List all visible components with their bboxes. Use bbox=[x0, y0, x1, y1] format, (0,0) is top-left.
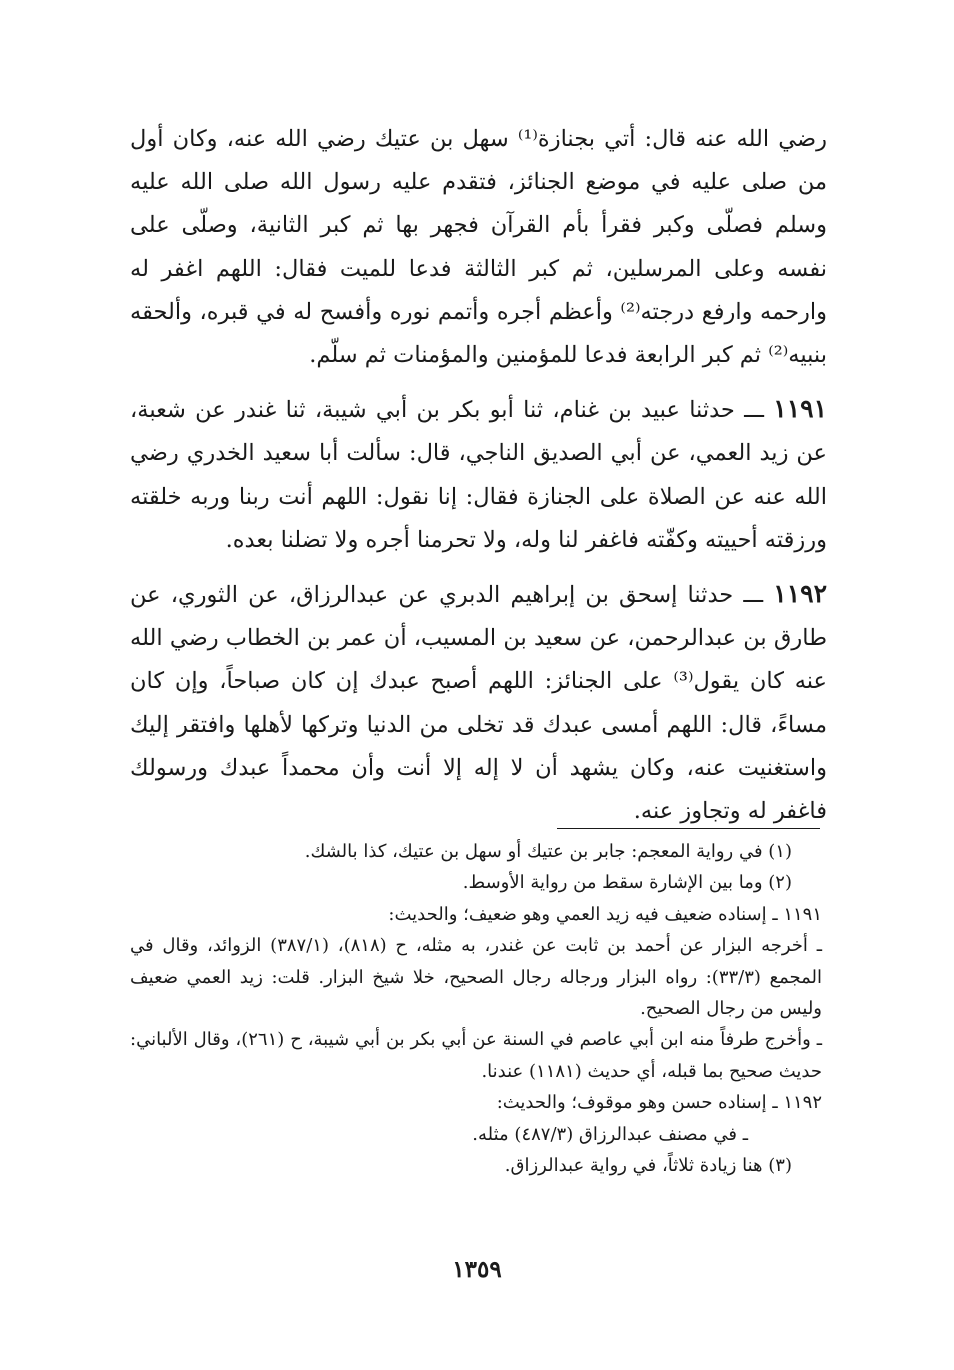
hadith-text: ـــ حدثنا عبيد بن غنام، ثنا أبو بكر بن أبي شيبة، ثنا غندر عن شعبة، عن زيد العمي، عن أبي الصديق الناجي، قال: سألت أبا سعيد الخدري رضي الله عنه عن الصلاة على الجنازة فقال: إنا نقول: اللهم أنت ربنا وربه خلقته ورزقته أحييته وكفّته فاغفر لنا وله، ولا تحرمنا أجره ولا تضلنا بعده. bbox=[130, 397, 827, 553]
paragraph-text: رضي الله عنه قال: أتي بجنازة⁽¹⁾ سهل بن عتيك رضي الله عنه، وكان أول من صلى عليه في موضع الجنائز، فتقدم عليه رسول الله صلى الله عليه وسلم فصلّى وكبر فقرأ بأم القرآن فجهر بها ثم كبر الثانية، وصلّى على نفسه وعلى المرسلين، ثم كبر الثالثة فدعا للميت فقال: اللهم اغفر له وارحمه وارفع درجته⁽²⁾ وأعظم أجره وأتمم نوره وأفسح له في قبره، وألحقه بنبيه⁽²⁾ ثم كبر الرابعة فدعا للمؤمنين والمؤمنات ثم سلّم. bbox=[130, 126, 827, 369]
takhrij-1191-heading: ١١٩١ ـ إسناده ضعيف فيه زيد العمي وهو ضعيف؛ والحديث: bbox=[388, 903, 822, 925]
main-text bbox=[130, 118, 827, 839]
page-number: ١٣٥٩ bbox=[452, 1256, 502, 1283]
footnote-1: (١) في رواية المعجم: جابر بن عتيك أو سهل بن عتيك، كذا بالشك. bbox=[304, 841, 792, 862]
takhrij-1191-source-b: ـ وأخرج طرفاً منه ابن أبي عاصم في السنة عن أبي بكر بن أبي شيبة، ح (٢٦١)، وقال الألباني: حديث صحيح بما قبله، أي حديث (١١٨١) عندنا. bbox=[130, 1029, 822, 1082]
takhrij-1191-source-a: ـ أخرجه البزار عن أحمد بن ثابت عن غندر، به مثله، ح (٨١٨)، (٣٨٧/١) الزوائد، وقال في المجمع (٣٣/٣): رواه البزار ورجاله رجال الصحيح، خلا شيخ البزار. قلت: زيد العمي ضعيف وليس من رجال الصحيح. bbox=[130, 935, 822, 1020]
takhrij-1192-heading: ١١٩٢ ـ إسناده حسن وهو موقوف؛ والحديث: bbox=[496, 1092, 822, 1114]
hadith-1192 bbox=[130, 572, 827, 833]
hadith-text: ـــ حدثنا إسحق بن إبراهيم الدبري عن عبدالرزاق، عن الثوري، عن طارق بن عبدالرحمن، عن سعيد بن المسيب، أن عمر بن الخطاب رضي الله عنه كان يقول⁽³⁾ على الجنائز: اللهم أصبح عبدك إن كان صباحاً، وإن كان مساءً، قال: اللهم أمسى عبدك قد تخلى من الدنيا وتركها لأهلها وافتقر إليك واستغنيت عنه، وكان يشهد أن لا إله إلا أنت وأن محمداً عبدك ورسولك فاغفر له وتجاوز عنه. bbox=[130, 582, 827, 825]
footnotes bbox=[130, 836, 822, 1181]
hadith-number: ١١٩٢ bbox=[773, 579, 827, 609]
hadith-1191 bbox=[130, 387, 827, 562]
takhrij-1192-source-a: ـ في مصنف عبدالرزاق (٤٨٧/٣) مثله. bbox=[472, 1123, 748, 1145]
hadith-number: ١١٩١ bbox=[773, 394, 827, 424]
paragraph-continued bbox=[130, 118, 827, 377]
footnote-2: (٢) وما بين الإشارة سقط من رواية الأوسط. bbox=[462, 872, 792, 894]
footnote-separator bbox=[557, 828, 820, 829]
footnote-3: (٣) هنا زيادة ثلاثاً، في رواية عبدالرزاق. bbox=[504, 1155, 792, 1177]
